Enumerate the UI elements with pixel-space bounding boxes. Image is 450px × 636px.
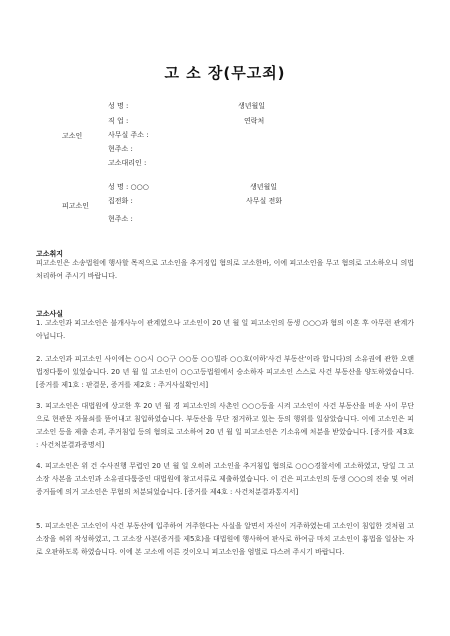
purpose-text: 피고소인은 소송법원에 행사할 목적으로 고소인을 추거징입 혐의로 고소한바, 이에 피고소인을 무고 혐의로 고소하오니 의법 처리하여 주시기 바랍니다.	[36, 259, 414, 280]
purpose-heading: 고소취지	[36, 250, 64, 258]
facts-item-5: 5. 피고소인은 고소인이 사건 부동산에 입주하여 거주한다는 사실을 알면서 자신이 거주하였는데 고소인이 침입한 것처럼 고소장을 허위 작성하였고, 그 고소장 사본(증거를 제5호)을 대법원에 행사하여 판사로 하여금 마치 고소인이 흉법을 일삼는 자로 오판하도록 하였습니다. 이에 본 고소에 이른 것이오니 피고소인을 엄벌로 다스려 주시기 바랍니다.	[36, 522, 414, 556]
complainant-birth-label: 생년월일	[238, 102, 266, 110]
facts-item-4: 4. 피고소인은 위 건 수사진행 무렵인 20 년 월 일 오히려 고소인을 추거침입 혐의로 ○○○경찰서에 고소하였고, 당일 그 고소장 사본을 고소인과 소유권다툼중인 대법원에 참고서류로 제출하였습니다. 이 건은 피고소인의 동생 ○○○의 진술 및 여러 증거들에 의거 고소인은 무혐의 처분되었습니다. [증거를 제4호 : 사건처분결과통지서]	[36, 462, 414, 496]
complainant-name-label: 성 명 :	[108, 102, 129, 110]
accused-birth-label: 생년월일	[250, 183, 278, 191]
facts-item-3: 3. 피고소인은 대법원에 상고한 후 20 년 월 경 피고소인의 사촌인 ○○○등을 시켜 고소인이 사건 부동산을 비운 사이 무단으로 현관문 자물쇠를 뜯어내고 침입하였습니다. 부동산을 무단 점거하고 있는 등의 행위를 일삼았습니다. 이에 고소인은 피고소인 등을 제출 손괴, 주거침입 등의 혐의로 고소하여 20 년 월 일 피고소인은 기소유예 처분을 받았습니다. [증거를 제3호 : 사건처분결과증명서]	[36, 402, 414, 449]
complainant-address-label: 현주소 :	[108, 145, 133, 153]
document-title: 고 소 장(무고죄)	[164, 64, 286, 82]
facts-item-2: 2. 고소인과 피고소인 사이에는 ○○시 ○○구 ○○동 ○○빌라 ○○호(이하'사건 부동산'이라 합니다)의 소유권에 관한 오랜 법정다툼이 있었습니다. 20 년 월 일 고소인이 ○○고등법원에서 승소하자 피고소인 스스로 사건 부동산을 양도하였습니다. [증거를 제1호 : 판결문, 증거를 제2호 : 주거사실확인서]	[36, 355, 414, 389]
accused-home-phone-label: 집전화 :	[108, 197, 133, 205]
accused-label: 피고소인	[62, 202, 90, 210]
complainant-job-label: 직 업 :	[108, 117, 129, 125]
facts-item-1: 1. 고소인과 피고소인은 불개사누이 관계였으나 고소인이 20 년 월 일 피고소인의 동생 ○○○과 혐의 이혼 후 아무런 관계가 아닙니다.	[36, 319, 414, 340]
complainant-label: 고소인	[62, 132, 83, 140]
complainant-office-label: 사무실 주소 :	[108, 131, 149, 139]
complainant-agent-label: 고소대리인 :	[108, 159, 147, 167]
accused-address-label: 현주소 :	[108, 215, 133, 223]
accused-name-label: 성 명 : ○○○	[108, 183, 149, 191]
complainant-contact-label: 연락처	[244, 117, 265, 125]
facts-heading: 고소사실	[36, 310, 64, 318]
accused-office-phone-label: 사무실 전화	[246, 197, 283, 205]
